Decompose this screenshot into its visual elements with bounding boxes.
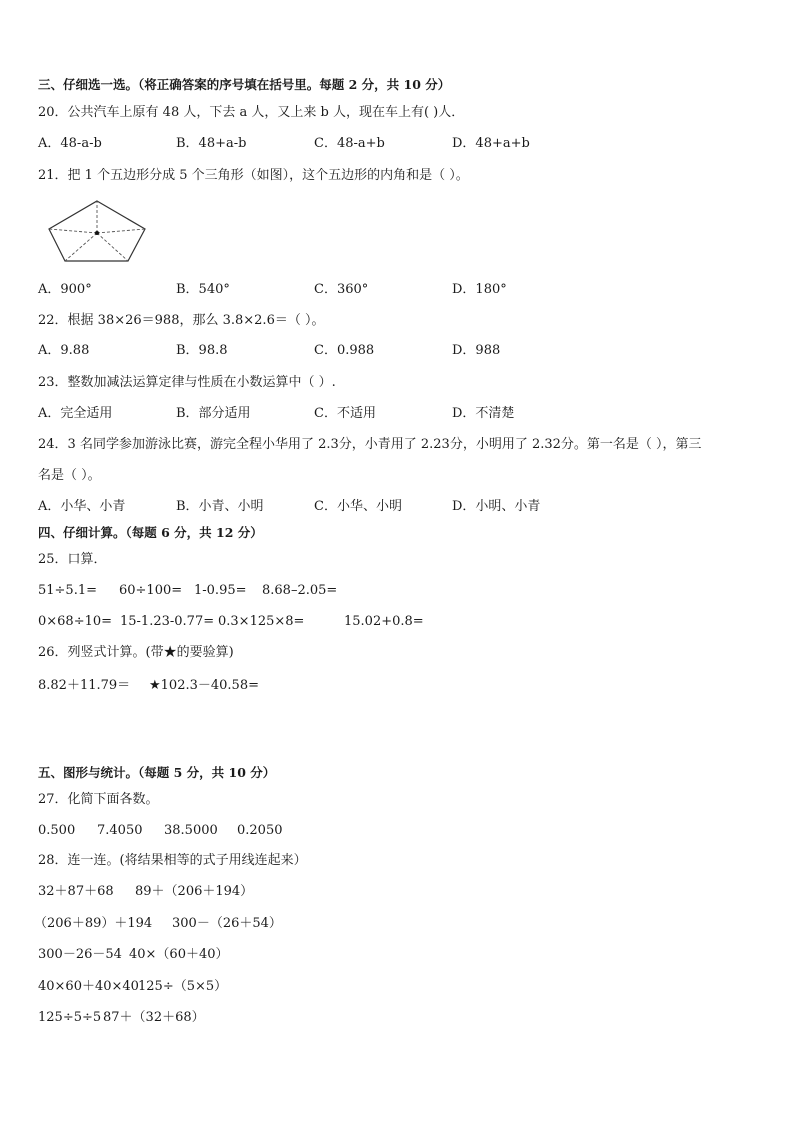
q25-item: 1-0.95=	[194, 583, 247, 598]
q22-stem: 22．根据 38×26＝988，那么 3.8×2.6＝（ ）。	[38, 313, 325, 328]
q21-option-c: C．360°	[314, 282, 369, 297]
q24-option-b: B．小青、小明	[176, 499, 264, 514]
q28-left-expr: 40×60＋40×40	[38, 979, 139, 994]
q28-left-expr: 32＋87＋68	[38, 884, 114, 899]
q24-stem-line1: 24．3 名同学参加游泳比赛，游完全程小华用了 2.3分，小青用了 2.23分，小明用了 2.32分。第一名是（ ），第三	[38, 437, 702, 452]
q20-option-c: C．48-a+b	[314, 136, 385, 151]
q28-right-expr: 125÷（5×5）	[138, 979, 228, 994]
q24-option-a: A．小华、小青	[38, 499, 126, 514]
q20-stem: 20．公共汽车上原有 48 人，下去 a 人，又上来 b 人，现在车上有( )人．	[38, 105, 465, 120]
q22-option-d: D．988	[452, 343, 501, 358]
q25-item: 15-1.23-0.77=	[120, 614, 215, 629]
q23-option-a: A．完全适用	[38, 406, 113, 421]
q21-option-d: D．180°	[452, 282, 507, 297]
q27-item: 38.5000	[164, 823, 218, 838]
q22-option-c: C．0.988	[314, 343, 375, 358]
q28-right-expr: 40×（60＋40）	[129, 947, 229, 962]
q24-stem-line2: 名是（ ）。	[38, 468, 101, 483]
q28-left-expr: 300－26－54	[38, 947, 122, 962]
q27-item: 7.4050	[97, 823, 143, 838]
q23-option-d: D．不清楚	[452, 406, 515, 421]
q23-option-b: B．部分适用	[176, 406, 251, 421]
q28-left-expr: （206＋89）＋194	[34, 916, 153, 931]
q21-option-a: A．900°	[38, 282, 92, 297]
q28-right-expr: 300－（26＋54）	[172, 916, 282, 931]
q27-stem: 27．化简下面各数。	[38, 792, 159, 807]
section5-title: 五、图形与统计。（每题 5 分，共 10 分）	[38, 765, 276, 780]
q24-option-d: D．小明、小青	[452, 499, 541, 514]
q20-option-a: A．48-a-b	[38, 136, 102, 151]
q25-item: 51÷5.1=	[38, 583, 98, 598]
q20-option-b: B．48+a-b	[176, 136, 247, 151]
q22-option-b: B．98.8	[176, 343, 228, 358]
q27-item: 0.500	[38, 823, 76, 838]
q28-stem: 28．连一连。(将结果相等的式子用线连起来）	[38, 853, 307, 868]
q22-option-a: A．9.88	[38, 343, 90, 358]
q28-right-expr: 89＋（206＋194）	[135, 884, 254, 899]
section3-title: 三、仔细选一选。（将正确答案的序号填在括号里。每题 2 分，共 10 分）	[38, 77, 451, 92]
section4-title: 四、仔细计算。（每题 6 分，共 12 分）	[38, 525, 263, 540]
q28-left-expr: 125÷5÷5	[38, 1010, 102, 1025]
q25-item: 8.68–2.05=	[262, 583, 338, 598]
q25-item: 60÷100=	[119, 583, 183, 598]
q25-item: 0.3×125×8=	[218, 614, 305, 629]
q23-option-c: C．不适用	[314, 406, 376, 421]
q23-stem: 23．整数加减法运算定律与性质在小数运算中（ ）.	[38, 375, 336, 390]
q25-item: 15.02+0.8=	[344, 614, 424, 629]
q28-right-expr: 87＋（32＋68）	[103, 1010, 205, 1025]
q26-item: 8.82＋11.79＝	[38, 678, 131, 693]
q25-stem: 25．口算．	[38, 552, 107, 567]
q21-option-b: B．540°	[176, 282, 230, 297]
q21-stem: 21．把 1 个五边形分成 5 个三角形（如图），这个五边形的内角和是（ ）。	[38, 168, 469, 183]
q20-option-d: D．48+a+b	[452, 136, 530, 151]
q26-stem: 26．列竖式计算。(带★的要验算)	[38, 645, 234, 660]
q27-item: 0.2050	[237, 823, 283, 838]
pentagon-figure	[46, 198, 148, 264]
q26-item: ★102.3－40.58=	[149, 678, 259, 693]
q24-option-c: C．小华、小明	[314, 499, 402, 514]
q25-item: 0×68÷10=	[38, 614, 113, 629]
